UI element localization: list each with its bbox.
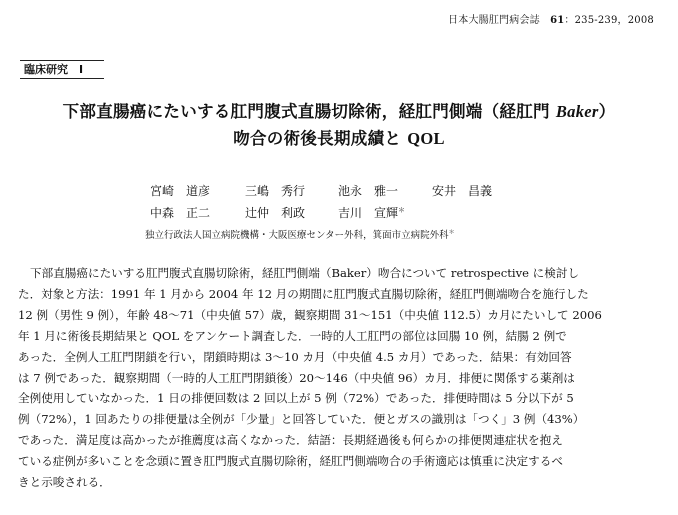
journal-name: 日本大腸肛門病会誌 [448, 15, 540, 26]
article-title [0, 98, 678, 152]
author-7-name: 吉川 宣輝 [338, 206, 399, 220]
abstract-line: は 7 例であった．観察期間（一時的人工肛門閉鎖後）20～146（中央値 96）カ月．排便に関係する薬剤は [18, 370, 575, 385]
abstract [18, 263, 658, 493]
title-line-2-text: 吻合の術後長期成績と [233, 129, 408, 148]
author-2: 三嶋 秀行 [245, 184, 306, 198]
title-qol: QOL [407, 129, 445, 148]
author-5: 中森 正二 [150, 206, 211, 220]
abstract-line: 全例使用していなかった．1 日の排便回数は 2 回以上が 5 例（72%）であった．排便時間は 5 分以下が 5 [18, 391, 574, 406]
title-line-2 [0, 125, 678, 152]
abstract-line: 下部直腸癌にたいする肛門腹式直腸切除術，経肛門側端（Baker）吻合について retrospective に検討し [30, 266, 580, 280]
title-line-1 [0, 98, 678, 125]
author-3: 池永 雅一 [338, 184, 399, 198]
abstract-line: ている症例が多いことを念頭に置き肛門腹式直腸切除術，経肛門側端吻合の手術適応は慎重に決定するべ [18, 454, 563, 469]
author-1: 宮崎 道彦 [150, 184, 211, 198]
journal-volume: 61 [550, 15, 565, 26]
journal-pages: ：235-239，2008 [564, 15, 654, 26]
title-line-1-text: 下部直腸癌にたいする肛門腹式直腸切除術，経肛門側端（経肛門 [62, 102, 556, 121]
affiliation-text: 独立行政法人国立病院機構・大阪医療センター外科，箕面市立病院外科 [145, 230, 449, 242]
abstract-line: であった．満足度は高かったが推薦度は高くなかった．結語：長期経過後も何らかの排便関連症状を抱え [18, 433, 563, 448]
author-7 [338, 204, 405, 221]
abstract-line: あった．全例人工肛門閉鎖を行い，閉鎖時期は 3～10 カ月（中央値 4.5 カ月）であった．結果：有効回答 [18, 349, 572, 364]
affiliation-mark: ＊ [448, 229, 455, 236]
title-baker: Baker [555, 102, 599, 121]
abstract-line: 例（72%），1 回あたりの排便量は全例が「少量」と回答していた．便とガスの識別は「つく」3 例（43%） [18, 412, 585, 427]
author-4: 安井 昌義 [432, 184, 493, 198]
abstract-line: 年 1 月に術後長期結果と QOL をアンケート調査した．一時的人工肛門の部位は回腸 10 例，結腸 2 例で [18, 328, 567, 343]
affiliation [145, 227, 455, 241]
abstract-line: きと示唆される． [18, 475, 111, 490]
author-row-2 [0, 204, 678, 222]
author-row-1 [0, 182, 678, 200]
title-line-1-end: ） [598, 102, 616, 121]
section-label: 臨床研究 I [20, 60, 104, 79]
author-7-mark: ＊ [398, 206, 406, 214]
author-6: 辻仲 利政 [245, 206, 306, 220]
journal-header [448, 11, 654, 26]
abstract-line: た．対象と方法：1991 年 1 月から 2004 年 12 月の期間に肛門腹式直腸切除術，経肛門側端吻合を施行した [18, 286, 589, 301]
abstract-line: 12 例（男性 9 例），年齢 48～71（中央値 57）歳，観察期間 31～151（中央値 112.5）カ月にたいして 2006 [18, 307, 602, 322]
